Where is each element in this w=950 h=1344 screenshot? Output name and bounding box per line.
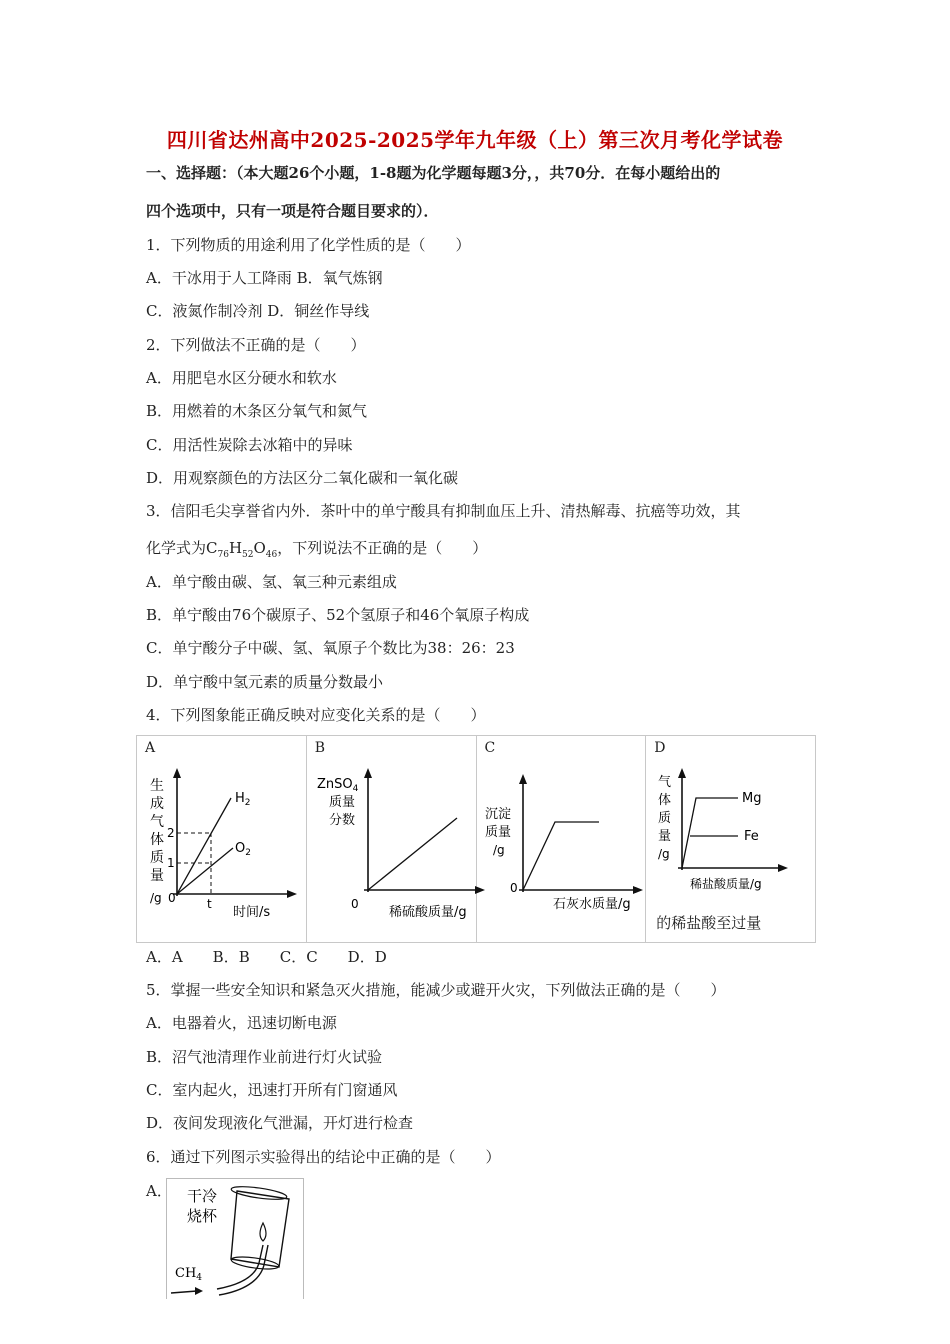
q4-cell-b	[306, 736, 476, 943]
q3-option-a: A．单宁酸由碳、氢、氧三种元素组成	[146, 573, 397, 591]
q1-options-ab: A．干冰用于人工降雨 B．氧气炼钢	[146, 269, 383, 287]
a-xlabel: 时间/s	[233, 905, 271, 920]
q3-stem-line2: 化学式为$C_{76}H_{52}O_{46}$，下列说法不正确的是（ ）	[146, 539, 488, 560]
a-tick-t: t	[207, 897, 212, 911]
q3-option-c: C．单宁酸分子中碳、氢、氧原子个数比为38：26：23	[146, 639, 515, 657]
q6-experiment-figure	[166, 1178, 304, 1299]
q1-options-cd: C．液氮作制冷剂 D．铜丝作导线	[146, 302, 370, 320]
q4-chart-a	[137, 736, 301, 942]
q2-option-c: C．用活性炭除去冰箱中的异味	[146, 436, 353, 454]
a-ylabel-4: 质	[150, 850, 164, 866]
a-origin: 0	[168, 891, 176, 905]
beaker-over-flame-illustration	[167, 1179, 303, 1299]
q2-option-a: A．用肥皂水区分硬水和软水	[146, 369, 337, 387]
d-ylabel-3: 量	[658, 829, 672, 844]
q6-option-a: A．	[146, 1182, 172, 1200]
b-xlabel: 稀硫酸质量/g	[388, 905, 467, 920]
section-heading-line2: 四个选项中，只有一项是符合题目要求的）．	[146, 202, 439, 220]
q5-option-b: B．沼气池清理作业前进行灯火试验	[146, 1048, 383, 1066]
d-ylabel-2: 质	[658, 811, 672, 826]
b-origin: 0	[350, 897, 359, 911]
q5-option-a: A．电器着火，迅速切断电源	[146, 1014, 337, 1032]
a-ylabel-2: 气	[150, 814, 164, 830]
q4-cell-d-label: D	[654, 740, 666, 756]
q5-option-c: C．室内起火，迅速打开所有门窗通风	[146, 1081, 398, 1099]
q2-stem: 2．下列做法不正确的是（ ）	[146, 336, 366, 354]
q6-cup-label-1: 干冷	[187, 1187, 218, 1205]
b-ylabel-1: ZnSO$_4$	[316, 777, 359, 794]
q6-cup-label-2: 烧杯	[187, 1207, 218, 1225]
a-tick-2: 2	[167, 826, 175, 840]
q4-cell-d-note: 的稀盐酸至过量	[656, 914, 762, 932]
q3-option-b: B．单宁酸由76个碳原子、52个氢原子和46个氧原子构成	[146, 606, 530, 624]
q6-stem: 6．通过下列图示实验得出的结论中正确的是（ ）	[146, 1148, 501, 1166]
q4-cell-c	[476, 736, 646, 943]
d-ylabel-0: 气	[658, 775, 672, 790]
q4-options-table	[136, 735, 816, 943]
q2-option-d: D．用观察颜色的方法区分二氧化碳和一氧化碳	[146, 469, 459, 487]
d-fe-label: Fe	[744, 829, 760, 844]
a-ylabel-3: 体	[150, 832, 164, 848]
q3-stem-line1: 3．信阳毛尖享誉省内外．茶叶中的单宁酸具有抑制血压上升、清热解毒、抗癌等功效，其	[146, 502, 741, 520]
q3-option-d: D．单宁酸中氢元素的质量分数最小	[146, 673, 384, 691]
a-h2-label: $H_2$	[235, 791, 251, 808]
c-ylabel-1: 沉淀	[484, 807, 511, 822]
q5-stem: 5．掌握一些安全知识和紧急灭火措施，能减少或避开火灾，下列做法正确的是（ ）	[146, 981, 726, 999]
d-ylabel-1: 体	[658, 793, 672, 808]
q4-cell-a	[137, 736, 307, 943]
q5-option-d: D．夜间发现液化气泄漏，开灯进行检查	[146, 1114, 414, 1132]
q1-stem: 1．下列物质的用途利用了化学性质的是（ ）	[146, 236, 471, 254]
q4-cell-a-label: A	[145, 740, 156, 756]
c-ylabel-2: 质量	[484, 825, 511, 840]
section-heading-line1: 一、选择题：（本大题26个小题，1-8题为化学题每题3分，，共70分．在每小题给出的	[146, 164, 721, 182]
a-tick-1: 1	[167, 856, 175, 870]
q6-gas-label: $CH_4$	[175, 1266, 203, 1283]
d-ylabel-4: /g	[658, 847, 670, 861]
a-ylabel-6: /g	[150, 891, 162, 905]
b-ylabel-2: 质量	[328, 795, 355, 810]
a-ylabel-1: 成	[150, 796, 164, 812]
a-o2-label: $O_2$	[235, 841, 251, 858]
d-xlabel: 稀盐酸质量/g	[690, 877, 762, 891]
c-ylabel-3: /g	[492, 843, 505, 857]
exam-title: 四川省达州高中2025-2025学年九年级（上）第三次月考化学试卷	[166, 128, 784, 152]
c-xlabel: 石灰水质量/g	[552, 897, 631, 912]
a-ylabel-5: 量	[150, 868, 164, 884]
q4-cell-b-label: B	[314, 740, 326, 756]
b-ylabel-3: 分数	[328, 813, 355, 828]
q4-chart-c	[477, 736, 649, 942]
d-mg-label: Mg	[742, 791, 762, 806]
q4-chart-b	[307, 736, 495, 942]
c-origin: 0	[509, 881, 518, 895]
q4-answer-options: A．A B．B C．C D．D	[146, 948, 387, 966]
q4-cell-c-label: C	[484, 740, 496, 756]
q4-stem: 4．下列图象能正确反映对应变化关系的是（ ）	[146, 706, 486, 724]
a-ylabel-0: 生	[150, 778, 164, 794]
q4-cell-d	[646, 736, 816, 943]
q2-option-b: B．用燃着的木条区分氧气和氮气	[146, 402, 368, 420]
